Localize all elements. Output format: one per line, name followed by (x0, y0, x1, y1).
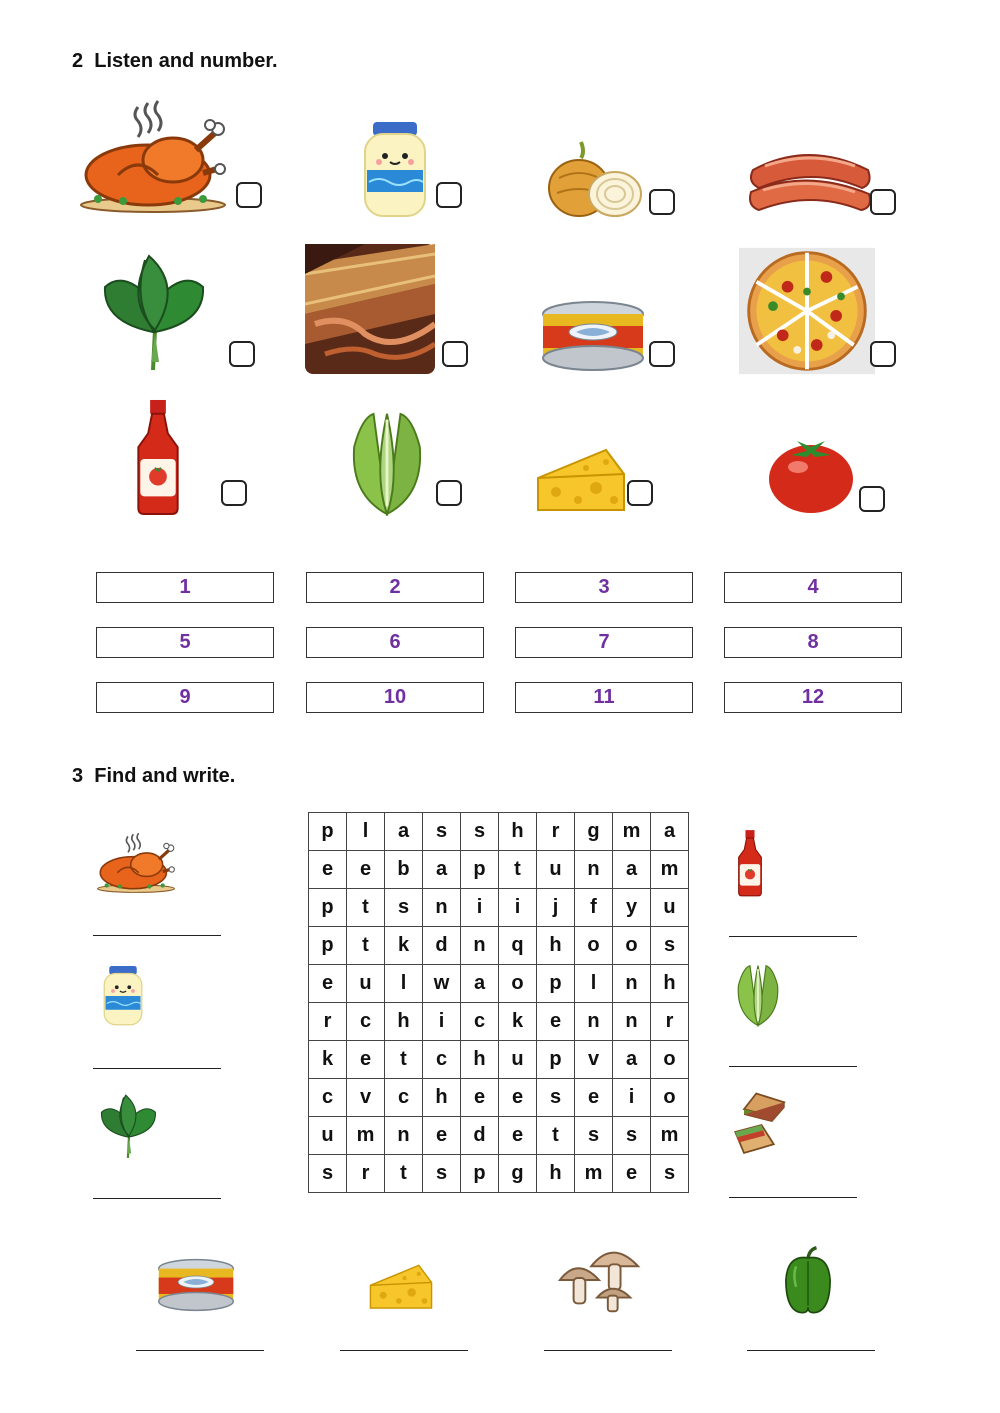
grid-row (309, 813, 689, 851)
grid-cell[interactable]: u (651, 889, 689, 927)
grid-cell[interactable]: i (423, 1003, 461, 1041)
grid-cell[interactable]: a (423, 851, 461, 889)
grid-cell[interactable]: h (499, 813, 537, 851)
grid-cell[interactable]: h (537, 1155, 575, 1193)
grid-row (309, 1155, 689, 1193)
write-line-spinach[interactable] (93, 1198, 221, 1199)
checkbox-1[interactable] (236, 182, 262, 208)
checkbox-6[interactable] (442, 341, 468, 367)
grid-cell[interactable]: j (537, 889, 575, 927)
grid-cell[interactable]: u (499, 1041, 537, 1079)
cheese-icon (369, 1260, 433, 1312)
grid-cell[interactable]: n (613, 965, 651, 1003)
grid-cell[interactable]: u (537, 851, 575, 889)
grid-cell[interactable]: f (575, 889, 613, 927)
write-line-cheese[interactable] (340, 1350, 468, 1351)
grid-cell[interactable]: o (651, 1079, 689, 1117)
grid-cell[interactable]: c (461, 1003, 499, 1041)
checkbox-5[interactable] (229, 341, 255, 367)
lettuce-icon (735, 962, 781, 1028)
grid-row (309, 1003, 689, 1041)
grid-cell[interactable]: i (461, 889, 499, 927)
grid-cell[interactable]: i (499, 889, 537, 927)
grid-cell[interactable]: p (309, 813, 347, 851)
write-line-sandwich[interactable] (729, 1197, 857, 1198)
grid-cell[interactable]: v (575, 1041, 613, 1079)
grid-cell[interactable]: l (385, 965, 423, 1003)
checkbox-3[interactable] (649, 189, 675, 215)
checkbox-9[interactable] (221, 480, 247, 506)
grid-row (309, 1041, 689, 1079)
grid-cell[interactable]: v (347, 1079, 385, 1117)
grid-cell[interactable]: u (347, 965, 385, 1003)
grid-cell[interactable]: e (499, 1079, 537, 1117)
write-line-pepper[interactable] (747, 1350, 875, 1351)
grid-cell[interactable]: e (575, 1079, 613, 1117)
grid-cell[interactable]: h (423, 1079, 461, 1117)
write-line-lettuce[interactable] (729, 1066, 857, 1067)
number-box-1: 1 (96, 572, 274, 603)
grid-cell[interactable]: y (613, 889, 651, 927)
grid-cell[interactable]: s (651, 1155, 689, 1193)
green-pepper-icon (780, 1246, 836, 1314)
mayonnaise-jar-icon (355, 120, 435, 220)
grid-row (309, 1117, 689, 1155)
grid-cell[interactable]: u (309, 1117, 347, 1155)
grid-cell[interactable]: p (537, 1041, 575, 1079)
grid-row (309, 889, 689, 927)
grid-cell[interactable]: c (423, 1041, 461, 1079)
sandwich-photo-icon (305, 243, 435, 375)
number-box-12: 12 (724, 682, 902, 713)
mayonnaise-jar-icon (98, 962, 148, 1030)
number-box-5: 5 (96, 627, 274, 658)
write-line-mayonnaise[interactable] (93, 1068, 221, 1069)
grid-cell[interactable]: o (575, 927, 613, 965)
word-search-grid (308, 812, 689, 1193)
section-2-heading (72, 50, 278, 73)
number-box-3: 3 (515, 572, 693, 603)
grid-cell[interactable]: a (613, 851, 651, 889)
grid-cell[interactable]: t (499, 851, 537, 889)
section-2-title: Listen and number. (94, 50, 278, 72)
roast-chicken-icon (78, 95, 228, 215)
lettuce-icon (348, 410, 426, 516)
grid-cell[interactable]: g (575, 813, 613, 851)
grid-cell[interactable]: t (385, 1155, 423, 1193)
sausages-icon (745, 140, 875, 220)
grid-cell[interactable]: h (461, 1041, 499, 1079)
number-box-11: 11 (515, 682, 693, 713)
ketchup-bottle-icon (733, 828, 767, 898)
section-3-heading (72, 765, 235, 788)
grid-cell[interactable]: s (575, 1117, 613, 1155)
checkbox-11[interactable] (627, 480, 653, 506)
sandwich-icon (730, 1090, 800, 1160)
checkbox-4[interactable] (870, 189, 896, 215)
spinach-icon (96, 1092, 162, 1160)
grid-cell[interactable]: c (385, 1079, 423, 1117)
grid-cell[interactable]: n (613, 1003, 651, 1041)
grid-cell[interactable]: k (309, 1041, 347, 1079)
grid-cell[interactable]: h (537, 927, 575, 965)
grid-cell[interactable]: n (461, 927, 499, 965)
grid-cell[interactable]: c (309, 1079, 347, 1117)
checkbox-2[interactable] (436, 182, 462, 208)
grid-cell[interactable]: a (613, 1041, 651, 1079)
grid-cell[interactable]: t (385, 1041, 423, 1079)
grid-cell[interactable]: i (613, 1079, 651, 1117)
cheese-icon (536, 444, 626, 514)
grid-row (309, 965, 689, 1003)
grid-cell[interactable]: q (499, 927, 537, 965)
grid-cell[interactable]: p (461, 1155, 499, 1193)
grid-cell[interactable]: r (651, 1003, 689, 1041)
write-line-tuna[interactable] (136, 1350, 264, 1351)
grid-cell[interactable]: e (537, 1003, 575, 1041)
grid-cell[interactable]: s (651, 927, 689, 965)
grid-cell[interactable]: e (309, 851, 347, 889)
tuna-can-icon (538, 296, 648, 376)
grid-cell[interactable]: e (347, 851, 385, 889)
grid-cell[interactable]: r (347, 1155, 385, 1193)
grid-cell[interactable]: e (461, 1079, 499, 1117)
grid-cell[interactable]: n (385, 1117, 423, 1155)
grid-cell[interactable]: m (651, 851, 689, 889)
grid-cell[interactable]: a (651, 813, 689, 851)
number-box-2: 2 (306, 572, 484, 603)
checkbox-7[interactable] (649, 341, 675, 367)
grid-cell[interactable]: p (309, 927, 347, 965)
grid-cell[interactable]: p (461, 851, 499, 889)
grid-cell[interactable]: t (537, 1117, 575, 1155)
mushrooms-icon (556, 1244, 644, 1314)
grid-cell[interactable]: e (347, 1041, 385, 1079)
section-3-title: Find and write. (94, 765, 236, 787)
checkbox-8[interactable] (870, 341, 896, 367)
grid-cell[interactable]: k (499, 1003, 537, 1041)
write-line-chicken[interactable] (93, 935, 221, 936)
grid-cell[interactable]: n (575, 1003, 613, 1041)
grid-cell[interactable]: d (423, 927, 461, 965)
grid-cell[interactable]: p (309, 889, 347, 927)
grid-cell[interactable]: s (423, 1155, 461, 1193)
grid-cell[interactable]: h (651, 965, 689, 1003)
grid-cell[interactable]: e (423, 1117, 461, 1155)
number-box-10: 10 (306, 682, 484, 713)
grid-row (309, 1079, 689, 1117)
number-box-8: 8 (724, 627, 902, 658)
grid-cell[interactable]: s (309, 1155, 347, 1193)
grid-cell[interactable]: m (651, 1117, 689, 1155)
grid-cell[interactable]: c (347, 1003, 385, 1041)
grid-cell[interactable]: m (613, 813, 651, 851)
grid-cell[interactable]: l (347, 813, 385, 851)
write-line-mushrooms[interactable] (544, 1350, 672, 1351)
roast-chicken-icon (96, 830, 176, 894)
grid-cell[interactable]: n (423, 889, 461, 927)
ketchup-bottle-icon (128, 398, 188, 516)
grid-cell[interactable]: r (537, 813, 575, 851)
grid-cell[interactable]: m (347, 1117, 385, 1155)
tuna-can-icon (155, 1255, 237, 1315)
grid-cell[interactable]: p (537, 965, 575, 1003)
grid-cell[interactable]: s (423, 813, 461, 851)
grid-cell[interactable]: a (461, 965, 499, 1003)
grid-cell[interactable]: t (347, 889, 385, 927)
grid-cell[interactable]: l (575, 965, 613, 1003)
grid-cell[interactable]: b (385, 851, 423, 889)
section-2-number: 2 (72, 50, 84, 72)
spinach-icon (95, 252, 215, 372)
checkbox-10[interactable] (436, 480, 462, 506)
grid-cell[interactable]: m (575, 1155, 613, 1193)
number-box-4: 4 (724, 572, 902, 603)
pizza-icon (739, 246, 875, 376)
grid-cell[interactable]: r (309, 1003, 347, 1041)
write-line-ketchup[interactable] (729, 936, 857, 937)
grid-cell[interactable]: e (499, 1117, 537, 1155)
onion-icon (545, 138, 645, 218)
number-box-9: 9 (96, 682, 274, 713)
grid-cell[interactable]: o (613, 927, 651, 965)
section-3-number: 3 (72, 765, 84, 787)
grid-cell[interactable]: t (347, 927, 385, 965)
grid-cell[interactable]: e (309, 965, 347, 1003)
number-box-6: 6 (306, 627, 484, 658)
grid-cell[interactable]: s (613, 1117, 651, 1155)
grid-cell[interactable]: w (423, 965, 461, 1003)
number-box-7: 7 (515, 627, 693, 658)
grid-cell[interactable]: s (385, 889, 423, 927)
grid-cell[interactable]: e (613, 1155, 651, 1193)
grid-cell[interactable]: o (651, 1041, 689, 1079)
grid-cell[interactable]: h (385, 1003, 423, 1041)
tomato-icon (766, 434, 856, 516)
grid-cell[interactable]: a (385, 813, 423, 851)
grid-cell[interactable]: n (575, 851, 613, 889)
grid-row (309, 851, 689, 889)
grid-cell[interactable]: k (385, 927, 423, 965)
grid-cell[interactable]: g (499, 1155, 537, 1193)
checkbox-12[interactable] (859, 486, 885, 512)
grid-cell[interactable]: s (461, 813, 499, 851)
grid-cell[interactable]: s (537, 1079, 575, 1117)
grid-cell[interactable]: o (499, 965, 537, 1003)
grid-cell[interactable]: d (461, 1117, 499, 1155)
grid-row (309, 927, 689, 965)
